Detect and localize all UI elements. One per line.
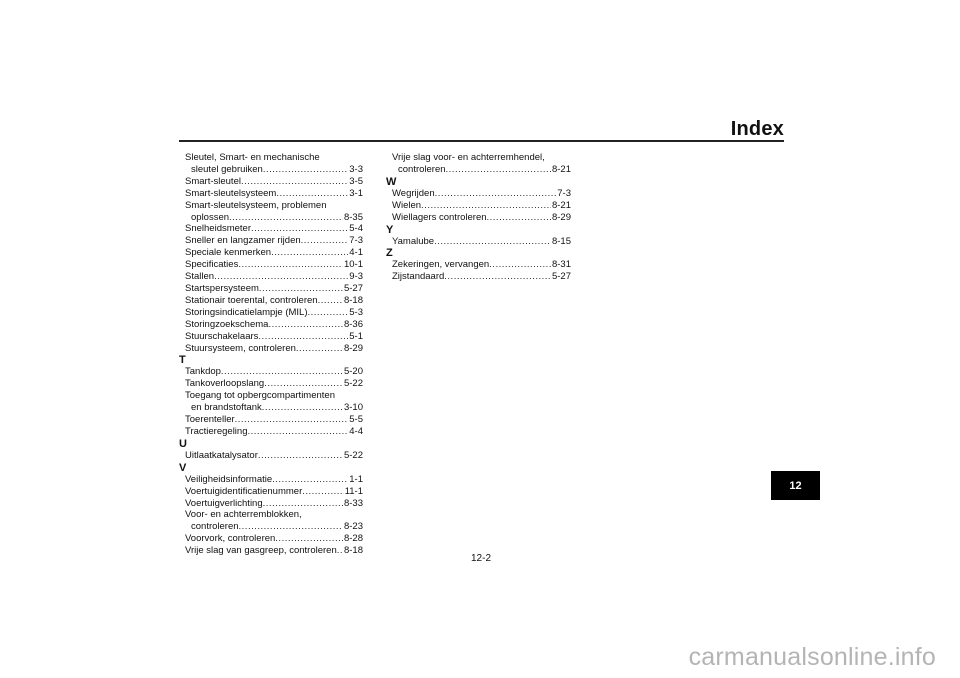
dot-leader xyxy=(268,319,343,331)
index-entry xyxy=(185,402,363,414)
index-entry-page: 4-1 xyxy=(349,247,363,259)
index-entry-page: 5-3 xyxy=(349,306,363,318)
index-entry-text: Wiellagers controleren xyxy=(392,211,487,223)
index-entry xyxy=(185,188,363,200)
index-entry-page: 8-29 xyxy=(551,211,571,223)
index-entry-page: 8-31 xyxy=(551,259,571,271)
index-entry xyxy=(392,164,571,176)
index-entry-text: Storingsindicatielampje (MIL) xyxy=(185,306,308,318)
header-rule xyxy=(179,140,784,142)
index-entry-text: Zijstandaard xyxy=(392,271,445,283)
dot-leader xyxy=(434,236,551,248)
index-entry-page: 8-23 xyxy=(343,521,363,533)
index-letter: T xyxy=(179,354,186,367)
index-letter: V xyxy=(179,461,187,474)
index-entry-page: 5-1 xyxy=(349,330,363,342)
index-entry xyxy=(185,259,363,271)
dot-leader xyxy=(318,295,343,307)
index-entry-text: Snelheidsmeter xyxy=(185,223,252,235)
index-entry-text: Specificaties xyxy=(185,259,239,271)
dot-leader xyxy=(262,402,343,414)
index-entry-text: Speciale kenmerken xyxy=(185,247,272,259)
dot-leader xyxy=(258,331,348,343)
index-entry-page: 8-18 xyxy=(343,294,363,306)
index-entry xyxy=(392,259,571,271)
dot-leader xyxy=(263,498,343,510)
index-entry-text: Wegrijden xyxy=(392,187,435,199)
index-entry xyxy=(185,426,363,438)
index-entry xyxy=(392,188,571,200)
index-entry xyxy=(185,378,363,390)
index-entry-text: controleren xyxy=(398,163,446,175)
index-entry-text: Voertuigidentificatienummer xyxy=(185,485,303,497)
index-entry-heading: Toegang tot opbergcompartimenten xyxy=(185,390,335,402)
page-title: Index xyxy=(730,118,784,140)
index-entry-text: controleren xyxy=(191,521,239,533)
index-entry xyxy=(185,223,363,235)
index-entry xyxy=(185,343,363,355)
index-entry-page: 5-4 xyxy=(349,223,363,235)
dot-leader xyxy=(435,188,557,200)
index-letter: W xyxy=(386,175,397,188)
index-entry xyxy=(185,521,363,533)
index-entry-page: 8-18 xyxy=(343,545,363,557)
dot-leader xyxy=(272,474,348,486)
index-entry-page: 5-27 xyxy=(343,282,363,294)
index-entry-page: 8-33 xyxy=(343,497,363,509)
index-entry-text: Yamalube xyxy=(392,235,435,247)
index-entry-text: Tractieregeling xyxy=(185,425,248,437)
dot-leader xyxy=(235,414,349,426)
index-entry-page: 8-36 xyxy=(343,318,363,330)
dot-leader xyxy=(421,200,551,212)
index-column-left xyxy=(179,152,363,557)
dot-leader xyxy=(251,223,348,235)
index-entry xyxy=(185,164,363,176)
index-entry xyxy=(185,331,363,343)
index-entry-text: Smart-sleutelsysteem xyxy=(185,187,277,199)
index-entry-page: 8-21 xyxy=(551,163,571,175)
dot-leader xyxy=(308,307,349,319)
index-entry xyxy=(185,486,363,498)
index-entry xyxy=(185,498,363,510)
index-entry-page: 9-3 xyxy=(349,271,363,283)
index-column-right xyxy=(386,152,571,283)
dot-leader xyxy=(264,378,343,390)
index-entry xyxy=(185,366,363,378)
index-entry-heading: Voor- en achterremblokken, xyxy=(185,509,302,521)
index-entry-page: 11-1 xyxy=(344,485,363,497)
index-entry-text: Toerenteller xyxy=(185,414,235,426)
index-entry-heading: Sleutel, Smart- en mechanische xyxy=(185,152,320,163)
dot-leader xyxy=(247,426,348,438)
index-entry-text: Storingzoekschema xyxy=(185,318,269,330)
index-entry xyxy=(185,474,363,486)
index-entry-text: Stationair toerental, controleren xyxy=(185,294,318,306)
index-entry-text: sleutel gebruiken xyxy=(191,163,263,175)
dot-leader xyxy=(444,271,551,283)
page-number-wrap xyxy=(0,553,960,564)
index-entry-page: 3-5 xyxy=(349,175,363,187)
index-entry-text: Zekeringen, vervangen xyxy=(392,259,490,271)
index-entry-text: Tankoverloopslang xyxy=(185,378,265,390)
index-entry-page: 3-3 xyxy=(349,163,363,175)
index-entry xyxy=(185,247,363,259)
index-entry-page: 8-29 xyxy=(343,342,363,354)
index-entry-page: 10-1 xyxy=(343,259,363,271)
dot-leader xyxy=(238,259,343,271)
index-entry-text: Vrije slag van gasgreep, controleren xyxy=(185,545,337,557)
index-entry-page: 8-21 xyxy=(551,199,571,211)
index-entry-text: Stallen xyxy=(185,271,215,283)
dot-leader xyxy=(489,259,551,271)
index-entry-text: Veiligheidsinformatie xyxy=(185,473,273,485)
index-letter: Z xyxy=(386,247,393,260)
index-entry-text: Tankdop xyxy=(185,366,221,378)
index-entry-page: 4-4 xyxy=(349,425,363,437)
index-letter: U xyxy=(179,437,187,450)
dot-leader xyxy=(229,212,343,224)
dot-leader xyxy=(302,486,343,498)
index-entry-page: 5-20 xyxy=(343,366,363,378)
dot-leader xyxy=(446,164,551,176)
index-entry-page: 8-15 xyxy=(551,235,571,247)
dot-leader xyxy=(296,343,343,355)
dot-leader xyxy=(271,247,348,259)
index-entry-text: Voorvork, controleren xyxy=(185,533,276,545)
index-entry xyxy=(185,283,363,295)
index-letter: Y xyxy=(386,223,394,236)
index-entry-text: Sneller en langzamer rijden xyxy=(185,235,301,247)
index-entry-heading: Vrije slag voor- en achterremhendel, xyxy=(392,152,545,163)
dot-leader xyxy=(275,533,343,545)
dot-leader xyxy=(276,188,348,200)
index-entry-heading: Smart-sleutelsysteem, problemen xyxy=(185,199,327,211)
index-entry-page: 3-10 xyxy=(343,402,363,414)
index-entry-text: Wielen xyxy=(392,199,422,211)
index-entry xyxy=(185,307,363,319)
index-entry-text: en brandstoftank xyxy=(191,402,262,414)
dot-leader xyxy=(301,235,349,247)
index-entry-text: Uitlaatkatalysator xyxy=(185,449,258,461)
index-entry xyxy=(185,271,363,283)
index-entry-text: Stuursysteem, controleren xyxy=(185,342,296,354)
index-entry-page: 1-1 xyxy=(349,473,363,485)
dot-leader xyxy=(263,164,348,176)
index-entry-text: Startspersysteem xyxy=(185,282,259,294)
dot-leader xyxy=(258,450,343,462)
index-entry-page: 3-1 xyxy=(349,187,363,199)
watermark: carmanualsonline.info xyxy=(688,643,936,671)
index-entry-page: 5-22 xyxy=(343,378,363,390)
index-entry xyxy=(185,212,363,224)
dot-leader xyxy=(241,176,348,188)
dot-leader xyxy=(221,366,343,378)
index-entry-text: oplossen xyxy=(191,211,230,223)
dot-leader xyxy=(259,283,343,295)
index-entry-page: 5-22 xyxy=(343,449,363,461)
index-entry xyxy=(185,533,363,545)
chapter-tab: 12 xyxy=(771,471,820,500)
index-entry xyxy=(185,176,363,188)
index-entry xyxy=(185,319,363,331)
index-entry xyxy=(392,200,571,212)
dot-leader xyxy=(214,271,348,283)
index-entry xyxy=(392,236,571,248)
dot-leader xyxy=(239,521,343,533)
index-entry-text: Voertuigverlichting xyxy=(185,497,263,509)
index-entry-text: Stuurschakelaars xyxy=(185,330,259,342)
dot-leader xyxy=(487,212,551,224)
index-entry-page: 5-27 xyxy=(551,271,571,283)
index-entry-page: 8-28 xyxy=(343,533,363,545)
page-number: 12-2 xyxy=(470,553,491,564)
index-entry-text: Smart-sleutel xyxy=(185,175,241,187)
index-entry xyxy=(185,295,363,307)
index-entry xyxy=(185,414,363,426)
index-entry-page: 7-3 xyxy=(349,235,363,247)
index-entry-page: 5-5 xyxy=(349,414,363,426)
index-entry xyxy=(185,450,363,462)
index-entry-page: 7-3 xyxy=(557,187,571,199)
index-entry-page: 8-35 xyxy=(343,211,363,223)
index-entry xyxy=(392,212,571,224)
index-entry xyxy=(185,235,363,247)
index-entry xyxy=(392,271,571,283)
